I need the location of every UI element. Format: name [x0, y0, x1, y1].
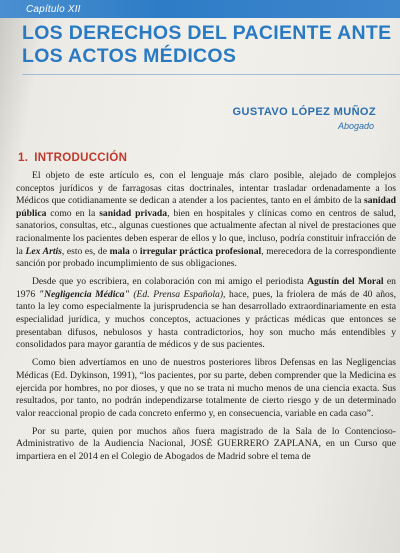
article-body [16, 170, 396, 469]
paragraph-text-run: , bien en hospitales y clínicas como en centros de salud, sanatorios, consultas, etc., algunas cuestiones que actualmente afectan al nivel de prestaciones que racionalmente los pacientes deben esperar de ellos y lo que, incluso, podría constituir infracción de la [16, 207, 397, 257]
section-number: 1. [18, 152, 29, 164]
paragraph-text-run: Por su parte, quien por muchos años fuera magistrado de la Sala de lo Contencioso-Administrativo de la Audiencia Nacional, JOSÉ GUERRERO ZAPLANA, en un Curso que impartiera en el 2014 en el Colegio de Abogados de Madrid sobre el tema de [16, 425, 396, 462]
chapter-title: LOS DERECHOS DEL PACIENTE ANTE LOS ACTOS MÉDICOS [22, 22, 392, 67]
paragraph [16, 170, 396, 271]
paragraph-text-run: El objeto de este artículo es, con el lenguaje más claro posible, alejado de complejos conceptos jurídicos y de farragosas citas doctrinales, intentar trasladar ordenadamente a los Médicos que cotidianamente se dedican a atender a los pacientes, tanto en el ámbito de la [16, 170, 396, 207]
paragraph-text-run: Como bien advertíamos en uno de nuestros posteriores libros Defensas en las Negligencias Médicas (Ed. Dykinson, 1991), “los pacientes, por su parte, deben comprender que la Medicina es ejercida por hombres, no por dioses, y que no se trata ni mucho menos de una ciencia exacta. Sus resultados, por tanto, no podrán independizarse totalmente de cierto riesgo y de un determinado valor reaccional propio de cada concreto enfermo y, en consecuencia, variable en cada caso”. [16, 357, 396, 419]
section-title: INTRODUCCIÓN [34, 152, 128, 164]
paragraph-text-run: "Negligencia Médica" [38, 288, 130, 300]
paragraph-text-run: como en la [46, 207, 100, 219]
paragraph-text-run: irregular práctica profesional [139, 245, 262, 257]
paragraph-text-run: sanidad privada [99, 207, 168, 219]
paragraph-text-run: Agustín del Moral [307, 276, 384, 288]
paragraph-text-run: mala [109, 245, 130, 257]
paragraph-text-run: , merecedora de la correspondiente sanción por probado incumplimiento de sus obligaciones. [16, 245, 396, 270]
paragraph [16, 357, 396, 420]
paragraph-text-run: , esto es, de [61, 245, 110, 257]
paragraph-text-run: , hace, pues, la friolera de más de 40 años, tanto la ley como especialmente la jurisprudencia se han desarrollado extraordinariamente en esta especialidad jurídica, y muchos conceptos, actuaciones y prácticas médicas que entonces se presentaban difusos, nebulosos y hasta contradictorios, hoy son mucho más entendibles y consolidados para mayor garantía de médicos y de sus pacientes. [16, 288, 396, 351]
paragraph [16, 426, 396, 464]
paragraph-text-run: (Ed. Prensa Española) [129, 288, 224, 300]
paragraph-text-run: Desde que yo escribiera, en colaboración con mi amigo el periodista [32, 276, 308, 288]
chapter-label: Capítulo XII [26, 4, 81, 15]
paragraph-text-run: Lex Artis [25, 245, 62, 257]
paragraph-text-run: o [129, 245, 140, 257]
paragraph-text-run: sanidad pública [16, 195, 396, 219]
paragraph-text-run: en 1976 [16, 276, 396, 300]
section-heading [18, 152, 127, 164]
title-divider [22, 74, 400, 75]
paragraph [16, 276, 396, 352]
author-name: GUSTAVO LÓPEZ MUÑOZ [232, 106, 376, 118]
author-role: Abogado [337, 121, 374, 131]
